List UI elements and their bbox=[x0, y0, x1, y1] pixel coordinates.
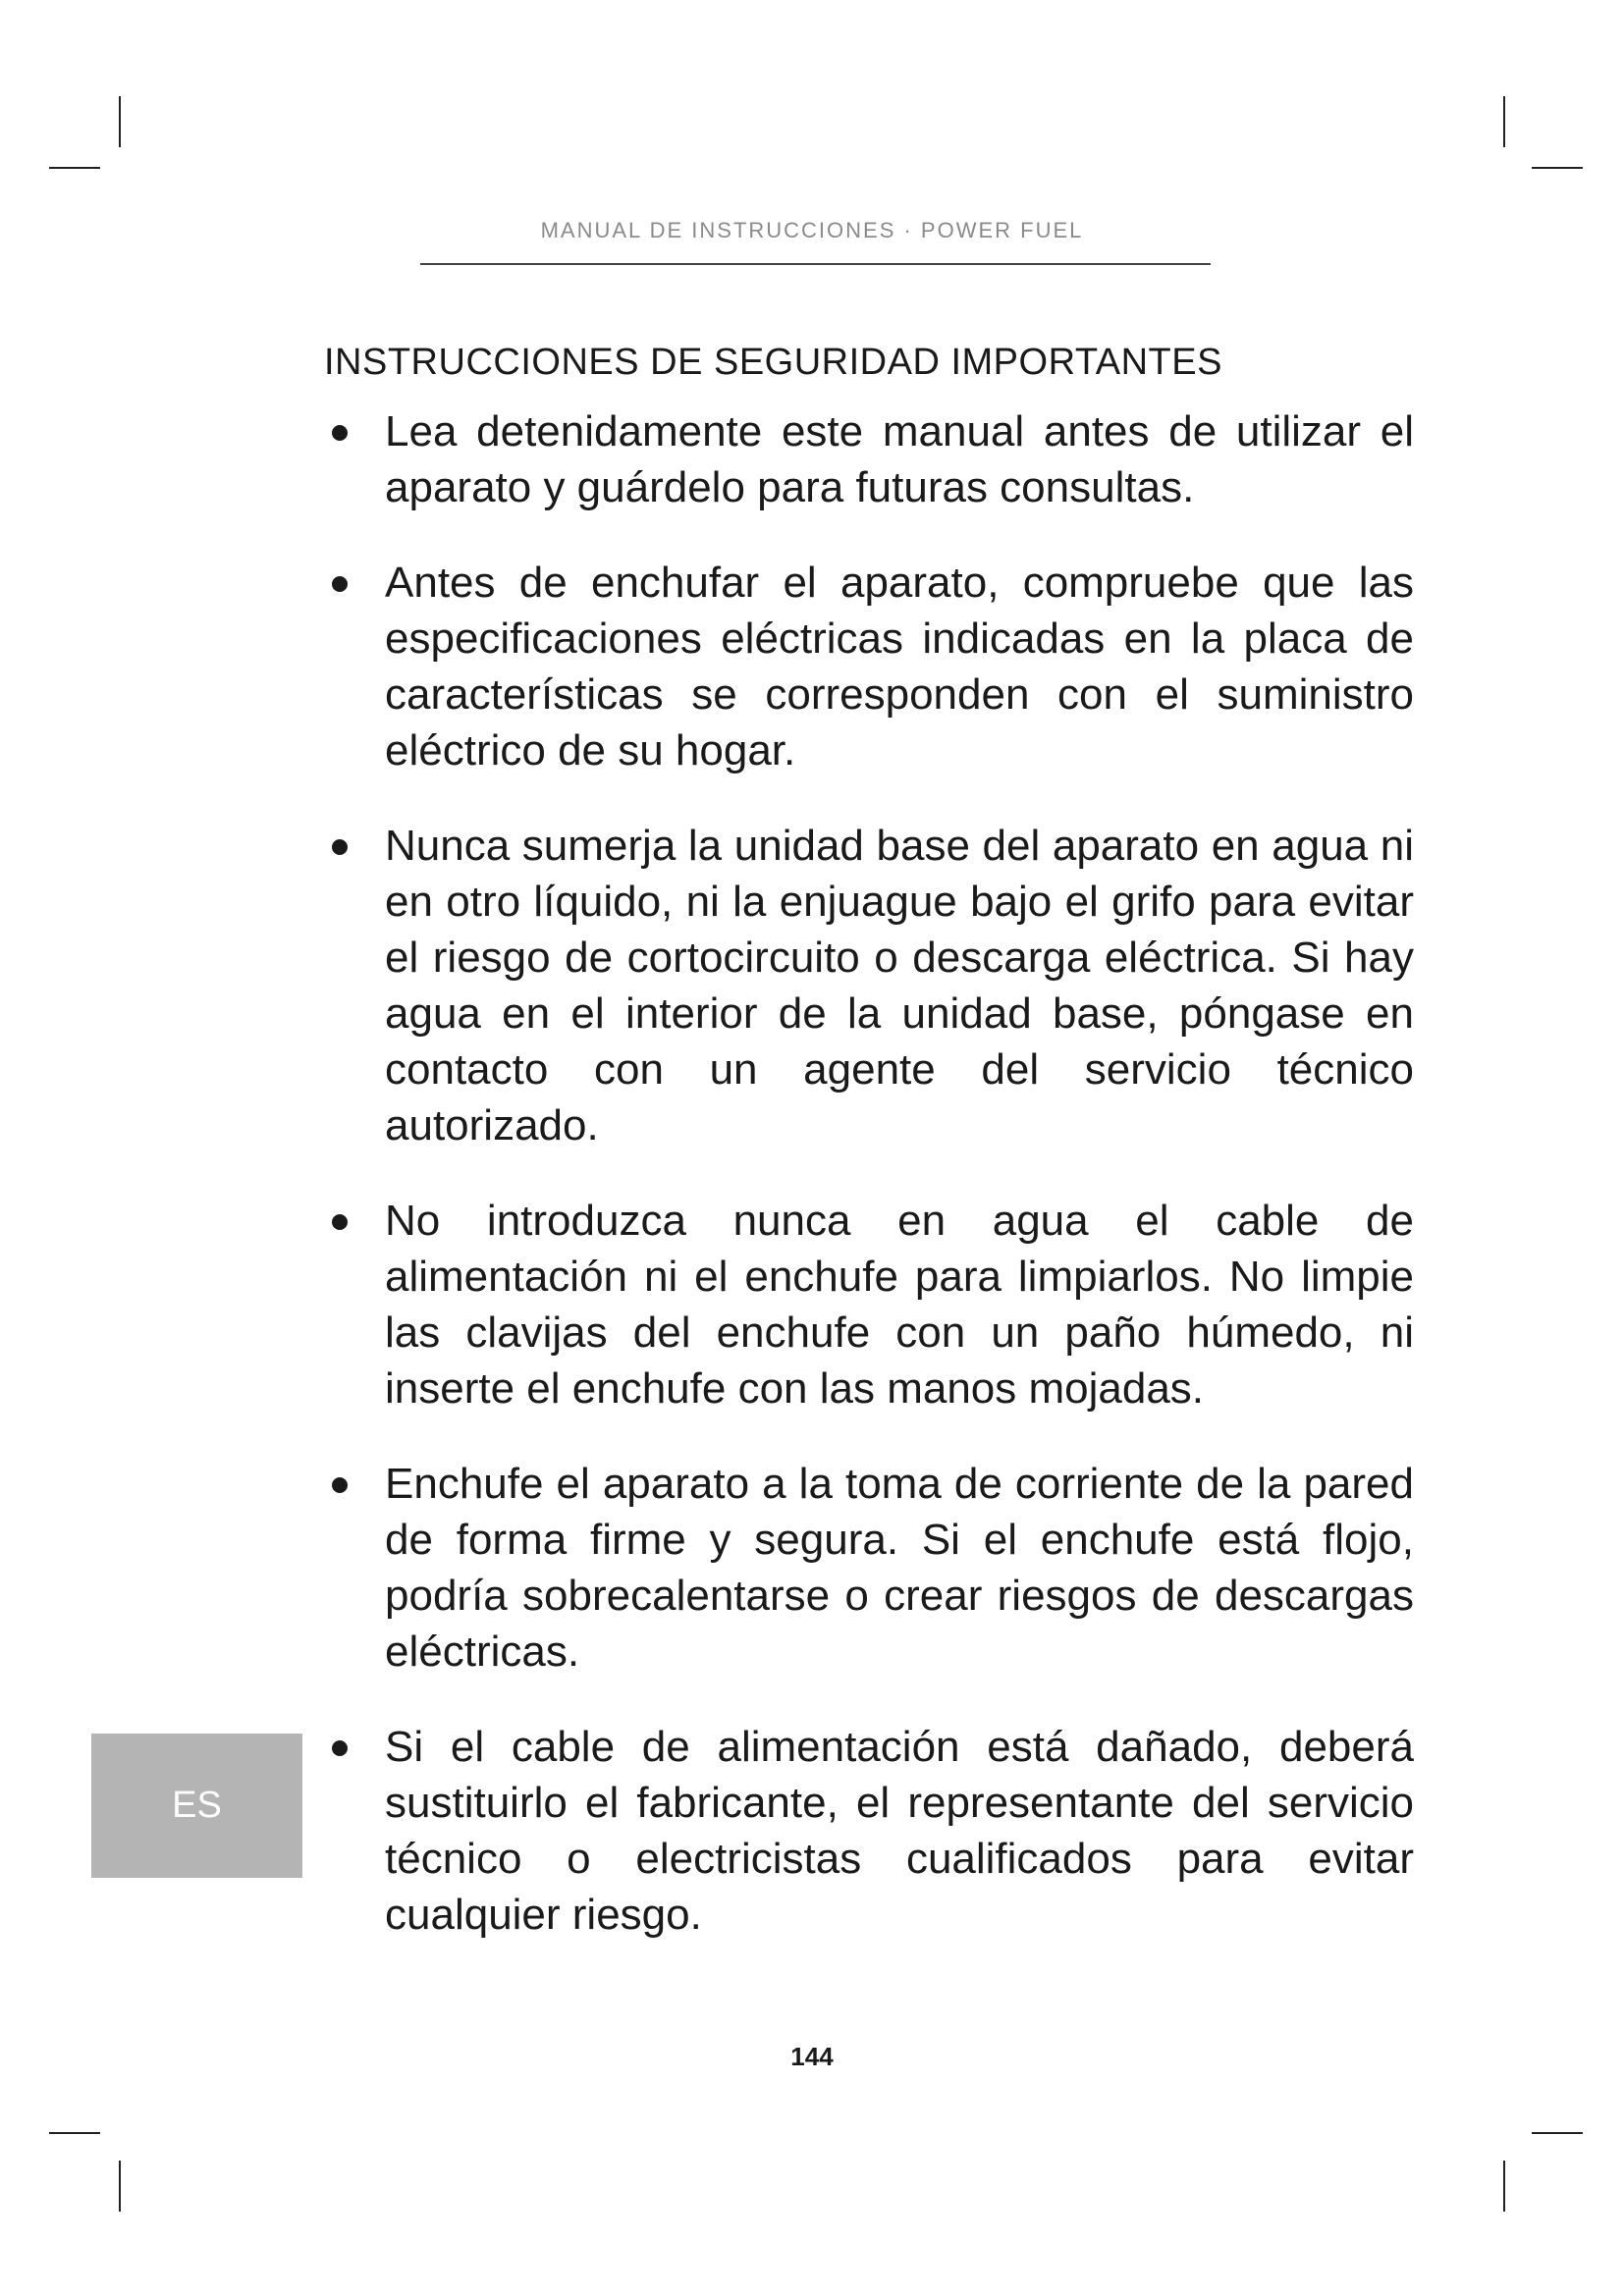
list-item-text: Si el cable de alimentación está dañado, deberá sustituirlo el fabricante, el representante del servicio técnico o electricistas cualificados para evitar cualquier riesgo. bbox=[385, 1723, 1414, 1939]
bullet-icon bbox=[332, 839, 348, 855]
list-item bbox=[324, 1193, 1414, 1416]
list-item-text: Enchufe el aparato a la toma de corriente de la pared de forma firme y segura. Si el enchufe está flojo, podría sobrecalentarse o crear riesgos de descargas eléctricas. bbox=[385, 1460, 1414, 1676]
main-content bbox=[324, 339, 1424, 1982]
list-item-text: Nunca sumerja la unidad base del aparato en agua ni en otro líquido, ni la enjuague bajo el grifo para evitar el riesgo de cortocircuito o descarga eléctrica. Si hay agua en el interior de la unidad base, póngase en contacto con un agente del servicio técnico autorizado. bbox=[385, 822, 1414, 1149]
crop-mark-top-left-horizontal bbox=[49, 167, 100, 169]
header-divider bbox=[420, 263, 1211, 265]
crop-mark-top-left-vertical bbox=[119, 96, 121, 147]
running-header: MANUAL DE INSTRUCCIONES · POWER FUEL bbox=[540, 218, 1084, 242]
crop-mark-bottom-left-vertical bbox=[119, 2161, 121, 2212]
crop-mark-bottom-left-horizontal bbox=[49, 2132, 100, 2134]
list-item bbox=[324, 1456, 1414, 1680]
safety-instructions-list bbox=[324, 403, 1424, 1943]
bullet-icon bbox=[332, 1740, 348, 1756]
section-title: INSTRUCCIONES DE SEGURIDAD IMPORTANTES bbox=[324, 342, 1222, 383]
list-item bbox=[324, 818, 1414, 1153]
list-item bbox=[324, 1719, 1414, 1943]
bullet-icon bbox=[332, 1477, 348, 1493]
bullet-icon bbox=[332, 425, 348, 441]
crop-mark-top-right-horizontal bbox=[1532, 167, 1583, 169]
crop-mark-top-right-vertical bbox=[1503, 96, 1505, 147]
list-item-text: Lea detenidamente este manual antes de utilizar el aparato y guárdelo para futuras consultas. bbox=[385, 407, 1414, 511]
crop-mark-bottom-right-vertical bbox=[1503, 2161, 1505, 2212]
list-item-text: No introduzca nunca en agua el cable de alimentación ni el enchufe para limpiarlos. No limpie las clavijas del enchufe con un paño húmedo, ni inserte el enchufe con las manos mojadas. bbox=[385, 1197, 1414, 1413]
language-tab: ES bbox=[91, 1734, 302, 1878]
list-item-text: Antes de enchufar el aparato, compruebe que las especificaciones eléctricas indicadas en la placa de características se corresponden con el suministro eléctrico de su hogar. bbox=[385, 559, 1414, 774]
bullet-icon bbox=[332, 1214, 348, 1230]
crop-mark-bottom-right-horizontal bbox=[1532, 2132, 1583, 2134]
list-item bbox=[324, 403, 1414, 515]
list-item bbox=[324, 555, 1414, 778]
page-number: 144 bbox=[790, 2042, 834, 2071]
bullet-icon bbox=[332, 576, 348, 592]
